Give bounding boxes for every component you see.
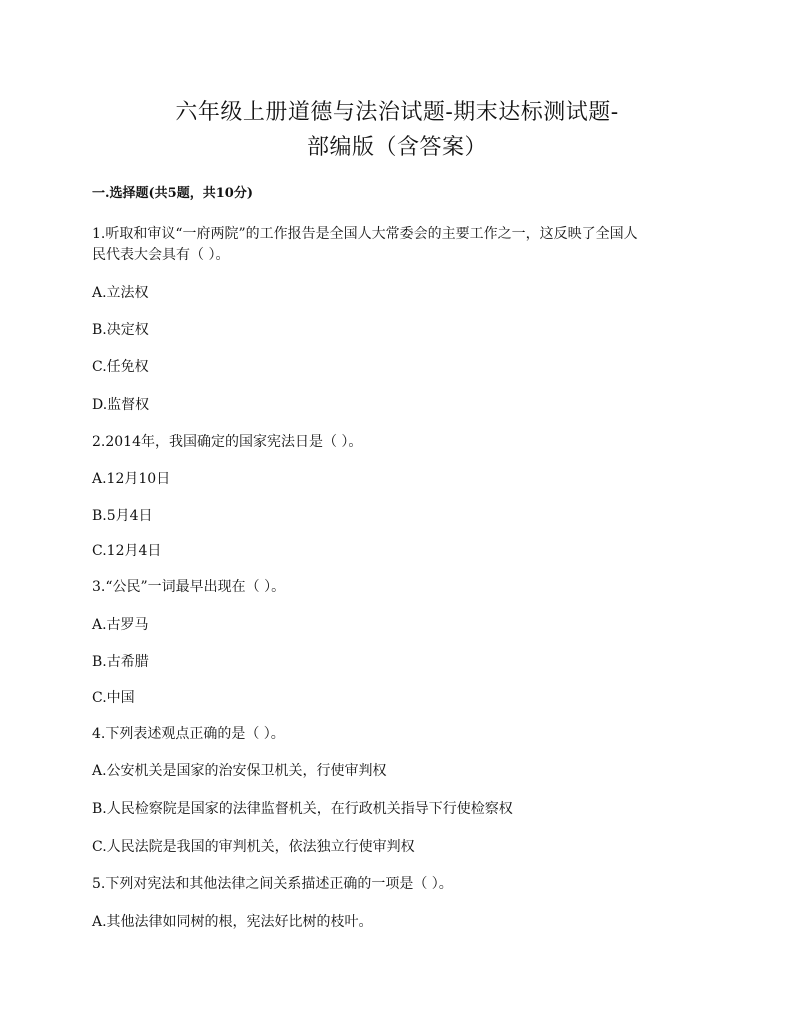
question-5-option-a: A.其他法律如同树的根，宪法好比树的枝叶。 [92, 914, 373, 930]
question-1-option-b: B.决定权 [92, 322, 149, 338]
question-4-option-b: B.人民检察院是国家的法律监督机关，在行政机关指导下行使检察权 [92, 801, 513, 817]
question-3-option-a: A.古罗马 [92, 617, 149, 633]
question-3-stem: 3.“公民”一词最早出现在（ ）。 [92, 579, 286, 595]
question-2-option-c: C.12月4日 [92, 543, 162, 559]
question-3-option-c: C.中国 [92, 690, 135, 706]
question-4-option-a: A.公安机关是国家的治安保卫机关，行使审判权 [92, 763, 387, 779]
question-5-stem: 5.下列对宪法和其他法律之间关系描述正确的一项是（ ）。 [92, 876, 453, 892]
question-1-option-d: D.监督权 [92, 397, 150, 413]
question-3-option-b: B.古希腊 [92, 654, 149, 670]
question-4-stem: 4.下列表述观点正确的是（ ）。 [92, 726, 285, 742]
document-title-line-1: 六年级上册道德与法治试题-期末达标测试题- [175, 100, 619, 125]
question-1-option-c: C.任免权 [92, 359, 149, 375]
section-header: 一.选择题(共5题，共10分) [92, 186, 253, 201]
question-1-stem-line-1: 1.听取和审议“一府两院”的工作报告是全国人大常委会的主要工作之一，这反映了全国人 [92, 226, 638, 242]
question-2-option-a: A.12月10日 [92, 471, 171, 487]
question-1-stem-line-2: 民代表大会具有（ ）。 [92, 247, 230, 263]
question-4-option-c: C.人民法院是我国的审判机关，依法独立行使审判权 [92, 839, 415, 855]
document-title-line-2: 部编版（含答案） [306, 135, 487, 160]
question-2-stem: 2.2014年，我国确定的国家宪法日是（ ）。 [92, 434, 363, 450]
question-1-option-a: A.立法权 [92, 285, 149, 301]
question-2-option-b: B.5月4日 [92, 508, 153, 524]
